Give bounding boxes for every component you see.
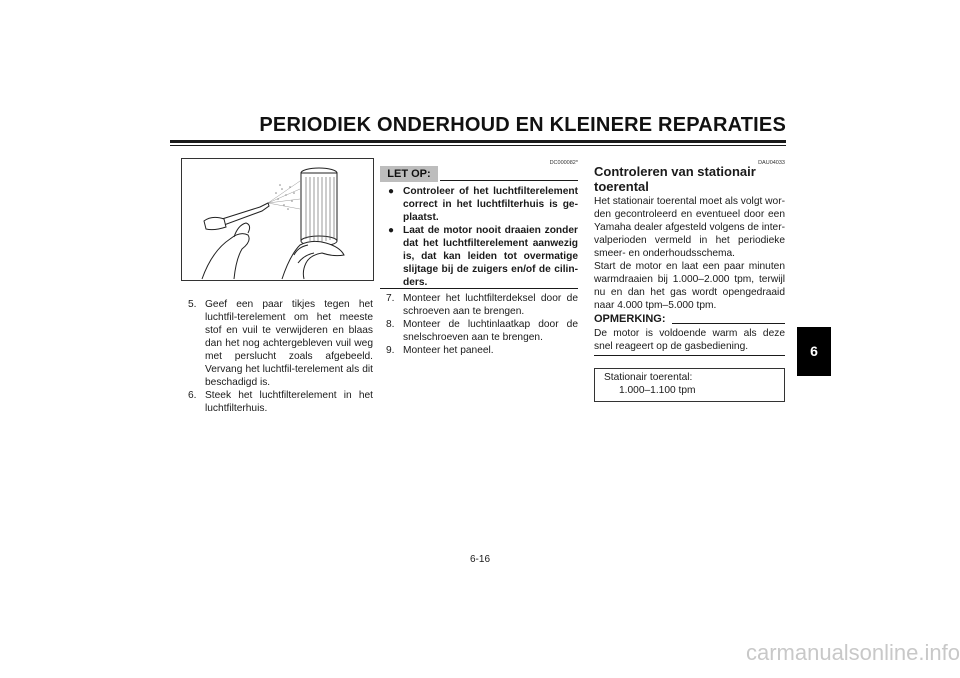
caution-text: Laat de motor nooit draaien zonder dat het luchtfilterelement aanwezig is, dat kan leiden tot overmatige slijtage bij de zuigers en/of de cilin-ders. xyxy=(403,225,578,288)
bullet-icon: ● xyxy=(388,186,395,197)
step-number: 9. xyxy=(386,345,395,356)
spec-label: Stationair toerental: xyxy=(604,372,693,383)
spec-value: 1.000–1.100 tpm xyxy=(619,385,696,396)
header-rule-thin xyxy=(170,145,786,146)
caution-label: LET OP: xyxy=(387,168,431,180)
caution-block xyxy=(388,185,578,289)
steps-column-1 xyxy=(188,298,373,415)
caution-end-rule xyxy=(380,288,578,289)
paragraph: Het stationair toerental moet als volgt wor-den gecontroleerd en eventueel door een Yamaha dealer afgesteld volgens de inter-valperioden vermeld in het periodieke smeer- en onderhoudsschema. xyxy=(594,196,785,259)
note-label: OPMERKING: xyxy=(594,313,666,325)
step-item xyxy=(188,298,373,389)
reference-code: DAU04033 xyxy=(758,160,785,166)
step-number: 5. xyxy=(188,299,197,310)
note-rule xyxy=(672,323,785,324)
step-text: Monteer het luchtfilterdeksel door de schroeven aan te brengen. xyxy=(403,293,578,317)
step-text: Monteer het paneel. xyxy=(403,345,494,356)
air-filter-drawing xyxy=(182,159,373,280)
caution-item xyxy=(388,185,578,224)
page-number: 6-16 xyxy=(469,554,490,565)
caution-rule xyxy=(440,180,578,181)
step-text: Geef een paar tikjes tegen het luchtfil-terelement om het meeste stof en vuil te verwijderen en blaas dan het nog achtergebleven vuil weg met perslucht zoals afgebeeld. Vervang het luchtfil-terelement als dit beschadigd is. xyxy=(205,299,373,388)
bullet-icon: ● xyxy=(388,225,395,236)
air-filter-illustration xyxy=(181,158,374,281)
caution-item xyxy=(388,224,578,289)
paragraph: Start de motor en laat een paar minuten warmdraaien bij 1.000–2.000 tpm, terwijl nu en dan het gas wordt opengedraaid naar 4.000 tpm–5.000 tpm. xyxy=(594,261,785,311)
section-body xyxy=(594,195,785,312)
step-text: Monteer de luchtinlaatkap door de snelschroeven aan te brengen. xyxy=(403,319,578,343)
watermark: carmanualsonline.info xyxy=(745,640,960,665)
step-item xyxy=(386,292,578,318)
step-item xyxy=(386,318,578,344)
step-number: 8. xyxy=(386,319,395,330)
reference-code: DC000082* xyxy=(549,160,578,166)
step-text: Steek het luchtfilterelement in het luchtfilterhuis. xyxy=(205,390,373,414)
note-end-rule xyxy=(594,355,785,356)
header-rule xyxy=(170,140,786,143)
step-number: 6. xyxy=(188,390,197,401)
step-item xyxy=(188,389,373,415)
page-title: PERIODIEK ONDERHOUD EN KLEINERE REPARATIES xyxy=(259,114,786,136)
chapter-tab-number: 6 xyxy=(810,343,818,359)
note-text: De motor is voldoende warm als deze snel reageert op de gasbediening. xyxy=(594,328,785,352)
step-item xyxy=(386,344,578,357)
section-title: Controleren van stationair toerental xyxy=(594,164,756,194)
step-number: 7. xyxy=(386,293,395,304)
caution-text: Controleer of het luchtfilterelement correct in het luchtfilterhuis is ge-plaatst. xyxy=(403,186,578,223)
steps-column-2 xyxy=(386,292,578,357)
